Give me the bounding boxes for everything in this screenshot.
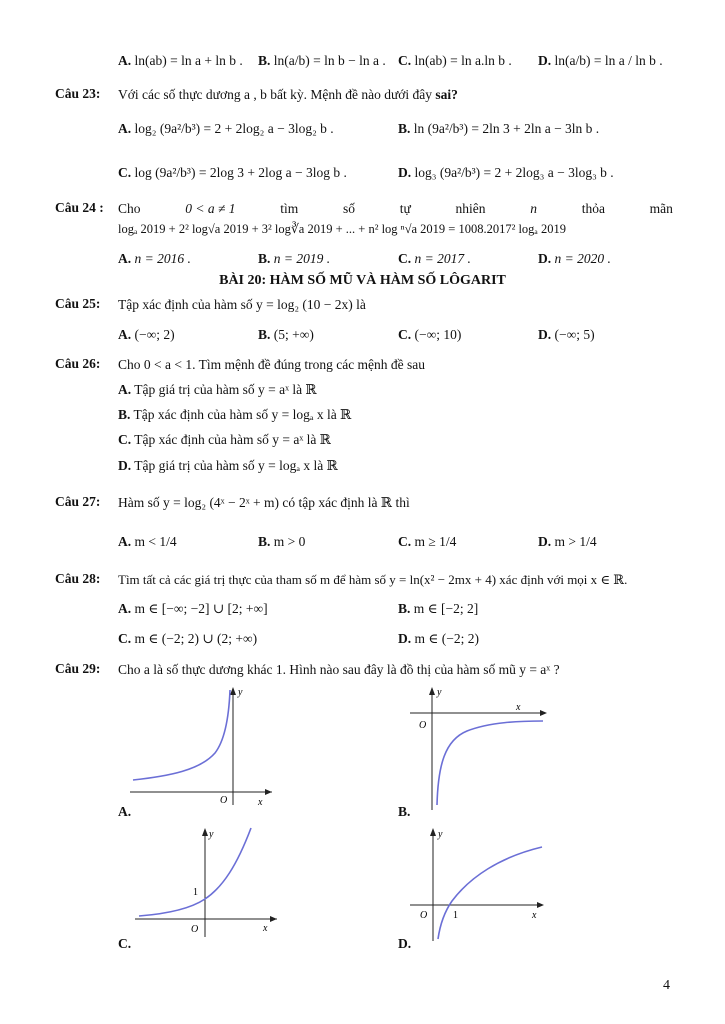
- option-letter: A.: [118, 327, 132, 342]
- q28-stem: Tìm tất cả các giá trị thực của tham số m để hàm số y = ln(x² − 2mx + 4) xác định với mọi x ∈ ℝ.: [118, 572, 628, 587]
- q24-word: 0 < a ≠ 1: [185, 201, 236, 216]
- option-text: ln(a/b) = ln b − ln a .: [273, 53, 386, 68]
- q29-stem: Cho a là số thực dương khác 1. Hình nào sau đây là đồ thị của hàm số mũ y = aˣ ?: [118, 662, 560, 677]
- y-label: y: [438, 829, 443, 840]
- q24-word: tìm: [280, 201, 299, 216]
- section-title: BÀI 20: HÀM SỐ MŨ VÀ HÀM SỐ LÔGARIT: [219, 273, 506, 288]
- option-letter: C.: [118, 165, 132, 180]
- x-label: x: [516, 702, 521, 713]
- option-letter: B.: [258, 534, 271, 549]
- q25-label: Câu 25:: [55, 296, 101, 311]
- option-text: (−∞; 2): [134, 327, 175, 342]
- option-text: ln(ab) = ln a.ln b .: [414, 53, 512, 68]
- q24-word: tự: [399, 201, 411, 216]
- q24-word: số: [342, 201, 355, 216]
- q26-option-a: [118, 381, 317, 399]
- q28-option-c: [118, 630, 257, 648]
- y-axis-arrow: [202, 828, 208, 836]
- q23-option-c: [118, 164, 347, 182]
- graph-b: [405, 685, 555, 810]
- q28-label: Câu 28:: [55, 571, 101, 586]
- q24-option-b: [258, 250, 330, 268]
- option-text: (5; +∞): [273, 327, 314, 342]
- q29-label: Câu 29:: [55, 661, 101, 676]
- q25-stem: Tập xác định của hàm số y = log₂ (10 − 2x) là: [118, 297, 366, 312]
- q26-option-d: [118, 457, 338, 475]
- option-letter: A.: [118, 382, 132, 397]
- q25-option-b: [258, 326, 314, 344]
- y-label: y: [209, 829, 214, 840]
- one-label: 1: [193, 887, 198, 898]
- curve: [437, 721, 543, 805]
- option-text: m ∈ [−2; 2]: [413, 601, 479, 616]
- q28-option-d: [398, 630, 479, 648]
- q24-label: Câu 24 :: [55, 200, 104, 215]
- option-letter: B.: [258, 53, 271, 68]
- q23-stem: [118, 86, 458, 104]
- q22-option-b: [258, 52, 386, 70]
- option-letter: D.: [538, 251, 552, 266]
- q23-stem-text: Với các số thực dương a , b bất kỳ. Mệnh đề nào dưới đây: [118, 87, 433, 102]
- option-text: Tập giá trị của hàm số y = logₐ x là ℝ: [134, 458, 338, 473]
- option-letter: D.: [398, 631, 412, 646]
- option-text: m ∈ (−2; 2) ∪ (2; +∞): [134, 631, 258, 646]
- q25-option-a: [118, 326, 175, 344]
- option-text: m > 1/4: [554, 534, 597, 549]
- q26-option-b: [118, 406, 351, 424]
- option-letter: D.: [538, 327, 552, 342]
- option-text: log₃ (9a²/b³) = 2 + 2log₃ a − 3log₃ b .: [414, 165, 614, 180]
- option-text: Tập xác định của hàm số y = logₐ x là ℝ: [133, 407, 352, 422]
- option-text: ln(a/b) = ln a / ln b .: [554, 53, 663, 68]
- x-label: x: [263, 923, 268, 934]
- option-letter: B.: [398, 121, 411, 136]
- option-text: m < 1/4: [134, 534, 177, 549]
- q28-option-b: [398, 600, 478, 618]
- q26-option-c: [118, 431, 331, 449]
- q23-option-a: [118, 120, 334, 138]
- graph-d: [410, 825, 550, 943]
- option-text: Tập giá trị của hàm số y = aˣ là ℝ: [134, 382, 317, 397]
- graph-a: [130, 685, 280, 805]
- curve: [133, 690, 230, 780]
- option-text: (−∞; 5): [554, 327, 595, 342]
- option-text: m > 0: [273, 534, 306, 549]
- origin-label: O: [220, 795, 228, 805]
- option-letter: B.: [258, 251, 271, 266]
- q23-stem-emphasis: sai?: [435, 87, 458, 102]
- y-axis-arrow: [230, 687, 236, 695]
- option-text: m ≥ 1/4: [414, 534, 457, 549]
- q27-option-b: [258, 533, 305, 551]
- option-letter: A.: [118, 53, 132, 68]
- graph-b-letter: B.: [398, 804, 411, 819]
- option-letter: C.: [398, 53, 412, 68]
- q24-word: mãn: [649, 201, 673, 216]
- curve: [438, 847, 542, 939]
- option-letter: A.: [118, 534, 132, 549]
- q28-option-a: [118, 600, 268, 618]
- q24-option-c: [398, 250, 471, 268]
- option-text: n = 2020 .: [554, 251, 611, 266]
- option-text: n = 2016 .: [134, 251, 191, 266]
- option-text: n = 2019 .: [273, 251, 331, 266]
- q26-label: Câu 26:: [55, 356, 101, 371]
- option-letter: D.: [538, 534, 552, 549]
- q27-stem: Hàm số y = log₂ (4ˣ − 2ˣ + m) có tập xác định là ℝ thì: [118, 495, 410, 510]
- option-text: n = 2017 .: [414, 251, 471, 266]
- q26-stem: Cho 0 < a < 1. Tìm mệnh đề đúng trong các mệnh đề sau: [118, 357, 426, 372]
- option-text: ln (9a²/b³) = 2ln 3 + 2ln a − 3ln b .: [413, 121, 600, 136]
- q24-equation: logₐ 2019 + 2² log√a 2019 + 3² log∛a 2019 + ... + n² log ⁿ√a 2019 = 1008.2017² logₐ 2019: [118, 222, 566, 236]
- option-letter: D.: [118, 458, 132, 473]
- graph-c: [135, 825, 285, 940]
- option-letter: A.: [118, 121, 132, 136]
- graph-c-letter: C.: [118, 936, 132, 951]
- graph-a-letter: A.: [118, 804, 132, 819]
- q24-option-a: [118, 250, 191, 268]
- q23-option-d: [398, 164, 614, 182]
- option-letter: A.: [118, 601, 132, 616]
- curve: [139, 828, 251, 916]
- option-letter: D.: [538, 53, 552, 68]
- option-letter: B.: [258, 327, 271, 342]
- q24-word: thỏa: [581, 201, 605, 216]
- y-axis-arrow: [430, 828, 436, 836]
- y-label: y: [238, 687, 243, 698]
- option-text: ln(ab) = ln a + ln b .: [134, 53, 243, 68]
- q27-option-c: [398, 533, 456, 551]
- option-letter: C.: [118, 631, 132, 646]
- origin-label: O: [191, 924, 199, 935]
- page-number: 4: [663, 978, 670, 993]
- option-text: Tập xác định của hàm số y = aˣ là ℝ: [134, 432, 331, 447]
- option-letter: C.: [118, 432, 132, 447]
- q27-option-d: [538, 533, 597, 551]
- origin-label: O: [420, 910, 428, 921]
- option-text: log (9a²/b³) = 2log 3 + 2log a − 3log b .: [134, 165, 347, 180]
- option-letter: C.: [398, 534, 412, 549]
- q25-option-d: [538, 326, 595, 344]
- x-axis-arrow: [265, 789, 272, 795]
- q22-option-d: [538, 52, 663, 70]
- q23-label: Câu 23:: [55, 86, 101, 101]
- option-text: m ∈ [−∞; −2] ∪ [2; +∞]: [134, 601, 268, 616]
- q24-word: nhiên: [455, 201, 486, 216]
- x-label: x: [532, 910, 537, 921]
- origin-label: O: [419, 720, 427, 731]
- option-letter: D.: [398, 165, 412, 180]
- q25-option-c: [398, 326, 461, 344]
- option-letter: A.: [118, 251, 132, 266]
- option-text: log₂ (9a²/b³) = 2 + 2log₂ a − 3log₂ b .: [134, 121, 334, 136]
- x-axis-arrow: [537, 902, 544, 908]
- one-label: 1: [453, 910, 458, 921]
- option-letter: C.: [398, 327, 412, 342]
- q24-word: n: [530, 201, 537, 216]
- option-text: (−∞; 10): [414, 327, 462, 342]
- q24-option-d: [538, 250, 611, 268]
- graph-d-letter: D.: [398, 936, 412, 951]
- x-label: x: [258, 797, 263, 805]
- option-letter: B.: [118, 407, 131, 422]
- option-letter: C.: [398, 251, 412, 266]
- x-axis-arrow: [270, 916, 277, 922]
- q24-word: Cho: [118, 201, 141, 216]
- q24-stem: [118, 200, 673, 218]
- option-letter: B.: [398, 601, 411, 616]
- x-axis-arrow: [540, 710, 547, 716]
- option-text: m ∈ (−2; 2): [414, 631, 479, 646]
- q23-option-b: [398, 120, 599, 138]
- q22-option-c: [398, 52, 512, 70]
- q22-option-a: [118, 52, 243, 70]
- y-label: y: [437, 687, 442, 698]
- q27-label: Câu 27:: [55, 494, 101, 509]
- q27-option-a: [118, 533, 177, 551]
- y-axis-arrow: [429, 687, 435, 695]
